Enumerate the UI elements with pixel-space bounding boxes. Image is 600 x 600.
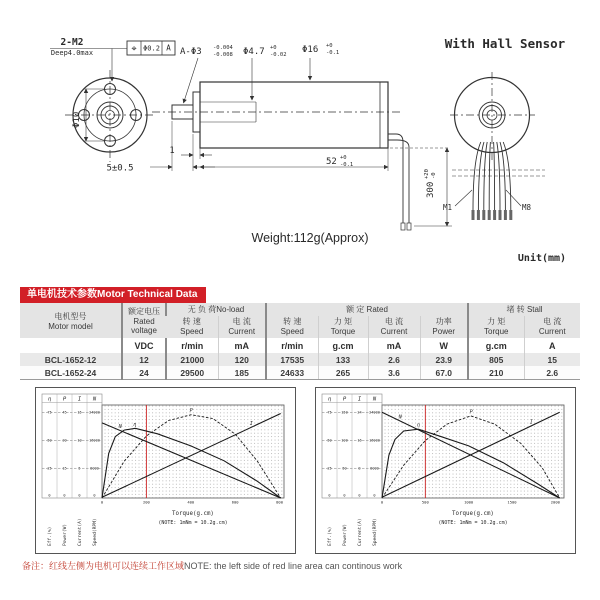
axis-tick-label: 15: [77, 410, 82, 415]
bolt-depth-label: Deep4.0max: [50, 49, 94, 57]
axis-col-header: P: [62, 396, 67, 403]
body-tol-lower: -0.1: [326, 50, 340, 56]
axis-col-header: N: [372, 396, 377, 403]
shaft-tol-lower: -0.008: [213, 52, 233, 58]
shaft-dia-label: A-Φ3: [180, 47, 202, 57]
axis-zero-label: 0: [63, 493, 66, 498]
axis-tick-label: 24000: [89, 410, 100, 415]
axis-tick-label: 75: [47, 410, 52, 415]
x-axis-note: (NOTE: 1mNm = 10.2g.cm): [438, 520, 508, 526]
x-tick-label: 600: [231, 499, 239, 505]
x-axis-title: Torque(g.cm): [172, 511, 214, 517]
axis-tick-label: 30: [62, 438, 67, 443]
axis-tick-label: 5: [78, 466, 81, 471]
group-header-row: [20, 303, 580, 316]
axis-tick-label: 8: [358, 466, 361, 471]
x-axis-title: Torque(g.cm): [452, 511, 494, 517]
axis-col-header: P: [342, 396, 347, 403]
flange-thickness-label: 1: [169, 146, 175, 156]
h-noload-speed: 转 速 Speed: [180, 317, 204, 336]
curve-tag: N: [398, 414, 402, 421]
shaft-tol-upper: -0.004: [213, 45, 233, 51]
side-view: [150, 58, 452, 230]
axis-tick-label: 24000: [369, 410, 380, 415]
curve-tag: η: [416, 422, 420, 429]
footnote-cn: 备注：红线左侧为电机可以连续工作区域: [22, 561, 185, 571]
axis-name-label: Speed(RPM): [93, 518, 99, 546]
x-tick-label: 800: [276, 499, 283, 505]
body-length-tol-upper: +0: [340, 155, 347, 161]
units-row: VDC r/min mA r/min g.cm mA W g.cm A: [20, 338, 580, 353]
axis-tick-label: 16000: [89, 438, 100, 443]
curve-tag: P: [189, 408, 193, 415]
curve-tag: η: [133, 421, 137, 428]
axis-col-header: η: [47, 396, 52, 403]
axis-name-label: Power(W): [63, 523, 69, 546]
unit-label: Unit(mm): [517, 253, 567, 264]
h-rated-power: 功率 Power: [420, 316, 468, 338]
protrusion-dim-label: 5±0.5: [106, 163, 134, 174]
axis-tick-label: 50: [342, 466, 347, 471]
footnote-en: NOTE: the left side of red line area can continous work: [184, 561, 403, 571]
h-noload-current: 电 流 Current: [218, 316, 266, 338]
boss-tol-upper: +0: [270, 45, 277, 51]
curve-tag: I: [529, 419, 533, 426]
x-tick-label: 0: [380, 499, 384, 505]
h-rated-speed: 转 速 Speed: [266, 316, 318, 338]
technical-drawing: [0, 20, 600, 270]
x-tick-label: 2000: [550, 499, 560, 505]
axis-tick-label: 15: [62, 466, 67, 471]
wire-m8-label: M8: [522, 203, 532, 212]
axis-zero-label: 0: [78, 493, 81, 498]
axis-tick-label: 50: [327, 438, 332, 443]
axis-tick-label: 25: [47, 466, 52, 471]
axis-tick-label: 24: [357, 410, 362, 415]
body-dia-label: Φ16: [302, 45, 319, 55]
h-rated-current: 电 流 Current: [368, 316, 420, 338]
axis-tick-label: 50: [47, 438, 52, 443]
axis-tick-label: 100: [341, 438, 348, 443]
wire-length-tol-lower: -0: [431, 172, 437, 179]
axis-zero-label: 0: [93, 493, 96, 498]
axis-tick-label: 16000: [369, 438, 380, 443]
performance-chart-12v: [35, 387, 296, 554]
wire-length-tol-upper: +20: [424, 169, 430, 179]
group-rated: 额 定 Rated: [266, 303, 468, 316]
gdt-datum-label: A: [166, 43, 171, 53]
axis-col-header: I: [357, 396, 362, 403]
x-axis-note: (NOTE: 1mNm = 10.2g.cm): [158, 520, 228, 526]
axis-zero-label: 0: [48, 493, 51, 498]
x-tick-label: 1500: [507, 499, 517, 505]
x-tick-label: 500: [421, 499, 429, 505]
table-row: BCL-1652-24 24 29500 185 24633 265 3.6 67.0 210 2.6: [20, 366, 580, 380]
group-noload: 无 负 荷No-load: [166, 303, 266, 316]
axis-col-header: η: [327, 396, 332, 403]
axis-tick-label: 25: [327, 466, 332, 471]
connector-pins: [472, 210, 513, 220]
body-length-tol-lower: -0.1: [340, 162, 354, 168]
curve-tag: I: [249, 420, 253, 427]
axis-tick-label: 45: [62, 410, 67, 415]
h-stall-torque: 力 矩 Torque: [468, 316, 524, 338]
axis-name-label: Eff.(%): [48, 526, 54, 546]
col-voltage: 额定电压 Rated voltage: [122, 303, 166, 338]
hall-sensor-title: With Hall Sensor: [444, 36, 566, 51]
x-tick-label: 1000: [464, 499, 474, 505]
boss-dia-label: Φ4.7: [243, 47, 265, 57]
h-stall-current: 电 流 Current: [524, 316, 580, 338]
axis-tick-label: 75: [327, 410, 332, 415]
axis-tick-label: 16: [357, 438, 362, 443]
axis-name-label: Eff.(%): [328, 526, 334, 546]
weight-label: Weight:112g(Approx): [251, 231, 369, 245]
gdt-position-symbol: ⌖: [131, 44, 137, 55]
curve-tag: P: [469, 409, 473, 416]
h-rated-torque: 力 矩 Torque: [318, 316, 368, 338]
axis-name-label: Current(A): [78, 518, 84, 546]
wire-m1-label: M1: [443, 203, 453, 212]
boss-tol-lower: -0.02: [270, 52, 287, 58]
footnote: [22, 559, 402, 572]
rear-view: [450, 72, 545, 220]
x-tick-label: 0: [100, 499, 104, 505]
body-tol-upper: +0: [326, 43, 333, 49]
axis-zero-label: 0: [358, 493, 361, 498]
x-tick-label: 200: [142, 499, 150, 505]
body-length-label: 52: [326, 157, 337, 167]
performance-chart-24v: [315, 387, 576, 554]
axis-col-header: N: [92, 396, 97, 403]
axis-zero-label: 0: [328, 493, 331, 498]
col-model: 电机型号 Motor model: [48, 311, 93, 331]
axis-name-label: Current(A): [358, 518, 364, 546]
group-stall: 堵 转 Stall: [468, 303, 580, 316]
axis-tick-label: 8000: [90, 466, 99, 471]
curve-tag: N: [118, 424, 122, 431]
table-row: BCL-1652-12 12 21000 120 17535 133 2.6 23.9 805 15: [20, 353, 580, 366]
axis-name-label: Power(W): [343, 523, 349, 546]
axis-zero-label: 0: [343, 493, 346, 498]
axis-tick-label: 150: [341, 410, 348, 415]
axis-tick-label: 8000: [370, 466, 379, 471]
x-tick-label: 400: [187, 499, 195, 505]
axis-name-label: Speed(RPM): [373, 518, 379, 546]
table-banner: 单电机技术参数Motor Technical Data: [20, 287, 206, 303]
axis-zero-label: 0: [373, 493, 376, 498]
chart-canvas: [36, 388, 292, 549]
axis-col-header: I: [77, 396, 82, 403]
gdt-tolerance-label: Φ0.2: [143, 44, 160, 53]
spec-table: [20, 303, 580, 380]
chart-canvas: [316, 388, 572, 549]
axis-tick-label: 10: [77, 438, 82, 443]
wire-length-label: 300: [426, 181, 436, 198]
flange-dia-label: Φ10: [72, 111, 82, 128]
bolt-spec-label: 2-M2: [60, 37, 84, 48]
